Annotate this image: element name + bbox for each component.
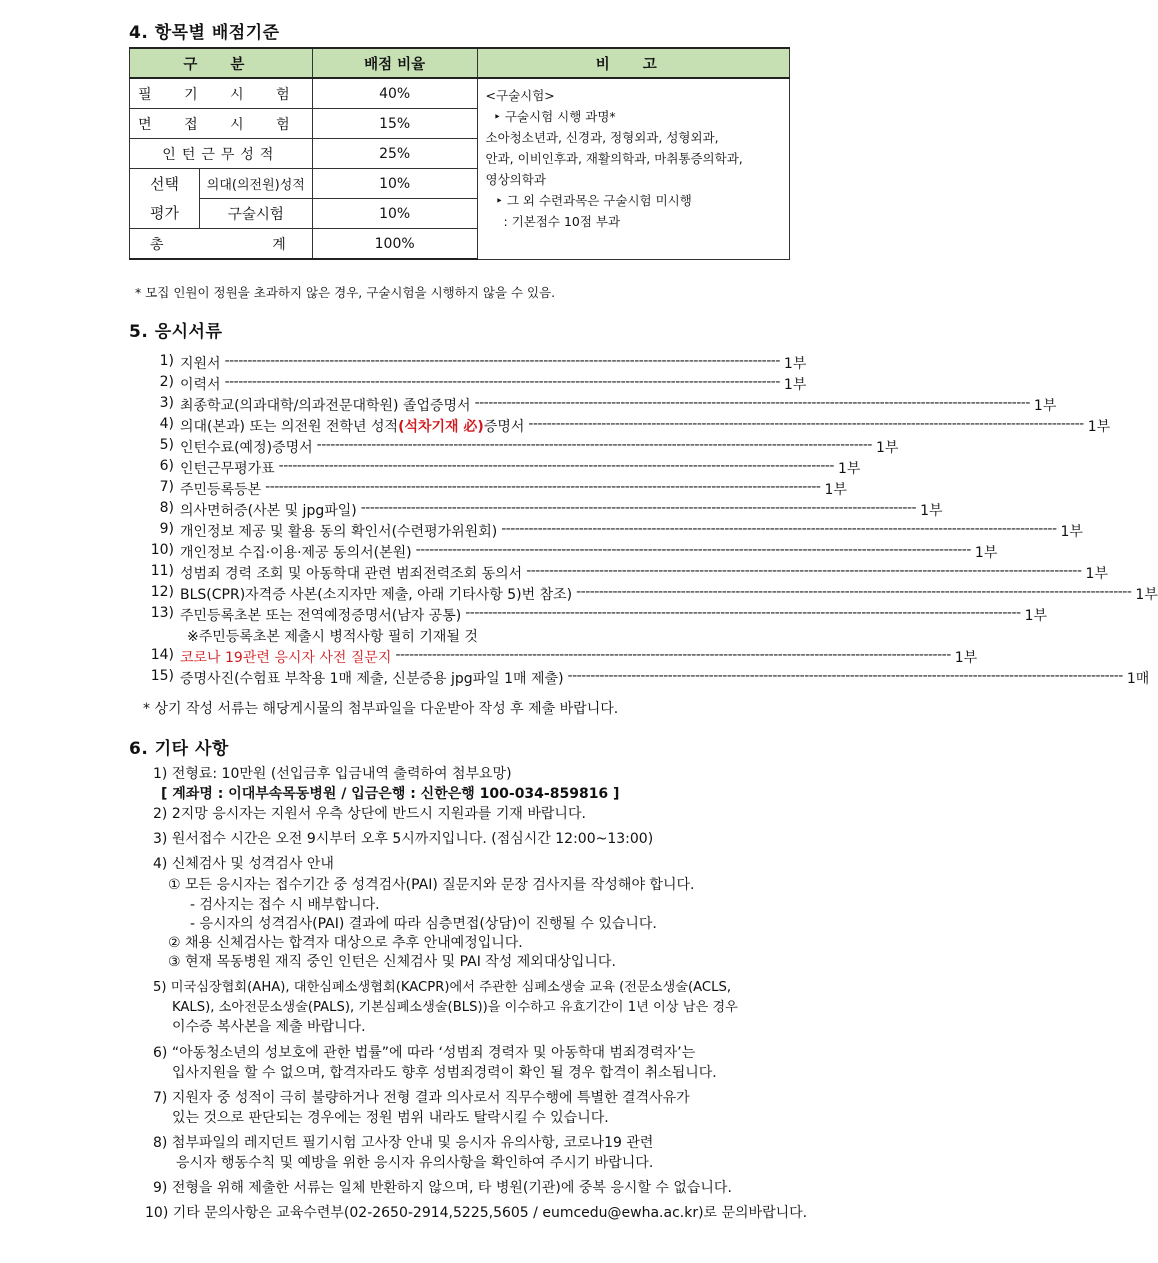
note-line: : 기본점수 10점 부과 <box>503 214 621 229</box>
etc-item-1: 1) 전형료: 10만원 (선입금후 입금내역 출력하여 첨부요망) <box>153 766 512 782</box>
section5-title: 5. 응시서류 <box>129 322 223 342</box>
header-ratio: 배점 비율 <box>312 48 477 78</box>
etc-item-5b: KALS), 소아전문소생술(PALS), 기본심폐소생술(BLS))을 이수하고 유효기간이 1년 이상 남은 경우 <box>172 1000 738 1015</box>
note-line: <구술시험> <box>485 88 555 103</box>
etc-item-7: 7) 지원자 중 성적이 극히 불량하거나 전형 결과 의사로서 직무수행에 특별한 결격사유가 <box>153 1090 690 1106</box>
etc-item-4-1b: - 응시자의 성격검사(PAI) 결과에 따라 심층면접(상담)이 진행될 수 있습니다. <box>190 916 657 932</box>
score-table <box>129 47 790 260</box>
header-remarks: 비 고 <box>477 48 789 78</box>
etc-item-4-1a: - 검사지는 접수 시 배부합니다. <box>190 897 380 913</box>
etc-item-5: 5) 미국심장협회(AHA), 대한심폐소생협회(KACPR)에서 주관한 심폐소생술 교육 (전문소생술(ACLS, <box>153 980 732 995</box>
note-13: ※주민등록초본 제출시 병적사항 필히 기재될 것 <box>187 629 478 645</box>
list-item: 5) 인턴수료(예정)증명서 -------------------------------------------------------------------------------------------------------------------------- 1부 <box>159 437 899 456</box>
remarks-cell <box>477 78 789 259</box>
note-line: 소아청소년과, 신경과, 정형외과, 성형외과, <box>485 130 719 145</box>
list-item: 1) 지원서 -------------------------------------------------------------------------------------------------------------------------- 1부 <box>159 353 807 372</box>
list-item: 4) 의대(본과) 또는 의전원 전학년 성적(석차기재 必)증명서 -------------------------------------------------------------------------------------------------------------------------- 1부 <box>159 416 1111 435</box>
row-label-interview: 면 접 시 험 <box>130 109 313 139</box>
row-value-written: 40% <box>312 78 477 109</box>
row-value-oral: 10% <box>312 199 477 229</box>
row-value-total: 100% <box>312 229 477 260</box>
list-item: 2) 이력서 -------------------------------------------------------------------------------------------------------------------------- 1부 <box>159 374 807 393</box>
row-value-interview: 15% <box>312 109 477 139</box>
row-value-intern: 25% <box>312 139 477 169</box>
etc-item-4: 4) 신체검사 및 성격검사 안내 <box>153 856 334 872</box>
list-item: 9) 개인정보 제공 및 활용 동의 확인서(수련평가위원회) -------------------------------------------------------------------------------------------------------------------------- 1부 <box>159 521 1083 540</box>
list-item: 10) 개인정보 수집·이용·제공 동의서(본원) -------------------------------------------------------------------------------------------------------------------------- 1부 <box>150 542 998 561</box>
etc-item-4-3: ③ 현재 목동병원 재직 중인 인턴은 신체검사 및 PAI 작성 제외대상입니다. <box>168 954 616 970</box>
row-value-grades: 10% <box>312 169 477 199</box>
etc-item-2: 2) 2지망 응시자는 지원서 우측 상단에 반드시 지원과를 기재 바랍니다. <box>153 806 586 822</box>
etc-item-8: 8) 첨부파일의 레지던트 필기시험 고사장 안내 및 응시자 유의사항, 코로나19 관련 <box>153 1135 654 1151</box>
note-line: ‣ 그 외 수련과목은 구술시험 미시행 <box>495 193 692 208</box>
note-line: ‣ 구술시험 시행 과명* <box>493 109 616 124</box>
select-group-label: 선택 평가 <box>130 169 200 229</box>
row-label-oral: 구술시험 <box>199 199 312 229</box>
section4-footnote: * 모집 인원이 정원을 초과하지 않은 경우, 구술시험을 시행하지 않을 수 있음. <box>135 285 556 300</box>
etc-item-6: 6) “아동청소년의 성보호에 관한 법률”에 따라 ‘성범죄 경력자 및 아동학대 범죄경력자’는 <box>153 1045 696 1061</box>
etc-item-5c: 이수증 복사본을 제출 바랍니다. <box>172 1019 366 1035</box>
list-item: 3) 최종학교(의과대학/의과전문대학원) 졸업증명서 -------------------------------------------------------------------------------------------------------------------------- 1부 <box>159 395 1057 414</box>
etc-item-9: 9) 전형을 위해 제출한 서류는 일체 반환하지 않으며, 타 병원(기관)에 중복 응시할 수 없습니다. <box>153 1180 732 1196</box>
row-label-written: 필 기 시 험 <box>130 78 313 109</box>
etc-item-10: 10) 기타 문의사항은 교육수련부(02-2650-2914,5225,5605 / eumcedu@ewha.ac.kr)로 문의바랍니다. <box>145 1205 808 1221</box>
etc-item-6b: 입사지원을 할 수 없으며, 합격자라도 향후 성범죄경력이 확인 될 경우 합격이 취소됩니다. <box>172 1065 717 1081</box>
list-item: 13) 주민등록초본 또는 전역예정증명서(남자 공통) -------------------------------------------------------------------------------------------------------------------------- 1부 <box>150 605 1047 624</box>
list-item: 15) 증명사진(수험표 부착용 1매 제출, 신분증용 jpg파일 1매 제출) -------------------------------------------------------------------------------------------------------------------------- 1매 <box>150 668 1150 687</box>
section6-title: 6. 기타 사항 <box>129 739 229 759</box>
list-item: 7) 주민등록등본 -------------------------------------------------------------------------------------------------------------------------- 1부 <box>159 479 847 498</box>
etc-item-8b: 응시자 행동수칙 및 예방을 위한 응시자 유의사항을 확인하여 주시기 바랍니다. <box>176 1155 654 1171</box>
list-item: 14) 코로나 19관련 응시자 사전 질문지 -------------------------------------------------------------------------------------------------------------------------- 1부 <box>150 647 978 666</box>
etc-item-4-2: ② 채용 신체검사는 합격자 대상으로 추후 안내예정입니다. <box>168 935 523 951</box>
row-label-grades: 의대(의전원)성적 <box>199 169 312 199</box>
row-label-intern: 인턴근무성적 <box>130 139 313 169</box>
section5-footnote: * 상기 작성 서류는 해당게시물의 첨부파일을 다운받아 작성 후 제출 바랍니다. <box>143 701 619 717</box>
note-line: 안과, 이비인후과, 재활의학과, 마취통증의학과, <box>485 151 743 166</box>
account-info: [ 계좌명 : 이대부속목동병원 / 입금은행 : 신한은행 100-034-859816 ] <box>161 786 620 802</box>
list-item: 11) 성범죄 경력 조회 및 아동학대 관련 범죄전력조회 동의서 -------------------------------------------------------------------------------------------------------------------------- 1부 <box>150 563 1108 582</box>
list-item: 6) 인턴근무평가표 -------------------------------------------------------------------------------------------------------------------------- 1부 <box>159 458 861 477</box>
list-item: 8) 의사면허증(사본 및 jpg파일) -------------------------------------------------------------------------------------------------------------------------- 1부 <box>159 500 943 519</box>
section4-title: 4. 항목별 배점기준 <box>129 23 280 43</box>
list-item: 12) BLS(CPR)자격증 사본(소지자만 제출, 아래 기타사항 5)번 참조) -------------------------------------------------------------------------------------------------------------------------- 1부 <box>150 584 1158 603</box>
etc-item-7b: 있는 것으로 판단되는 경우에는 정원 범위 내라도 탈락시킬 수 있습니다. <box>172 1110 609 1126</box>
row-label-total: 총 계 <box>130 229 313 260</box>
etc-item-3: 3) 원서접수 시간은 오전 9시부터 오후 5시까지입니다. (점심시간 12:00~13:00) <box>153 831 654 847</box>
note-line: 영상의학과 <box>485 172 546 187</box>
header-category: 구 분 <box>130 48 313 78</box>
etc-item-4-1: ① 모든 응시자는 접수기간 중 성격검사(PAI) 질문지와 문장 검사지를 작성해야 합니다. <box>168 877 695 893</box>
